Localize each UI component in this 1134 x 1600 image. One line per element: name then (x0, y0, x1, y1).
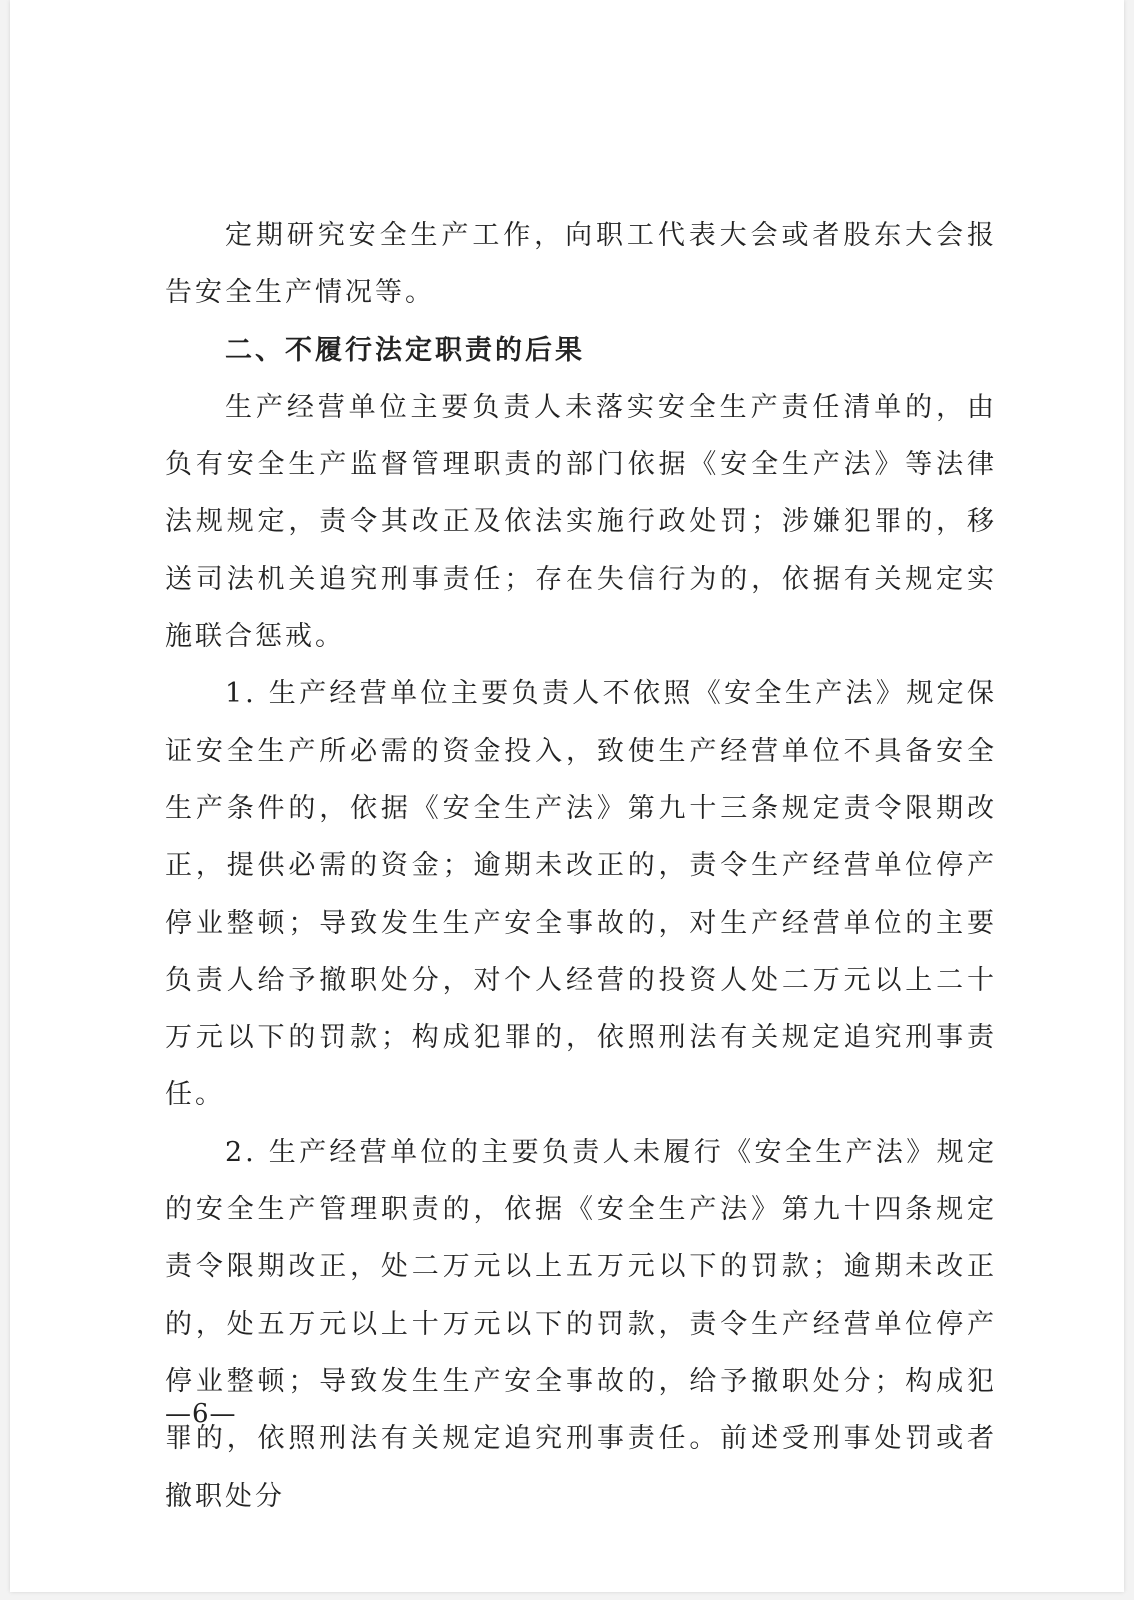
document-page (10, 0, 1124, 1592)
section-heading: 二、不履行法定职责的后果 (225, 334, 585, 366)
paragraph-item-2: 2. 生产经营单位的主要负责人未履行《安全生产法》规定的安全生产管理职责的，依据《安全生产法》第九十四条规定责令限期改正，处二万元以上五万元以下的罚款；逾期未改正的，处五万元以上十万元以下的罚款，责令生产经营单位停产停业整顿；导致发生生产安全事故的，给予撤职处分；构成犯罪的，依照刑法有关规定追究刑事责任。前述受刑事处罚或者撤职处分 (165, 1136, 997, 1512)
paragraph-item-1: 1. 生产经营单位主要负责人不依照《安全生产法》规定保证安全生产所必需的资金投入，致使生产经营单位不具备安全生产条件的，依据《安全生产法》第九十三条规定责令限期改正，提供必需的资金；逾期未改正的，责令生产经营单位停产停业整顿；导致发生生产安全事故的，对生产经营单位的主要负责人给予撤职处分，对个人经营的投资人处二万元以上二十万元以下的罚款；构成犯罪的，依照刑法有关规定追究刑事责任。 (165, 678, 997, 1111)
paragraph-continuation: 定期研究安全生产工作，向职工代表大会或者股东大会报告安全生产情况等。 (165, 220, 997, 309)
page-number: —6— (165, 1399, 237, 1429)
document-body (165, 207, 997, 1525)
paragraph-consequences: 生产经营单位主要负责人未落实安全生产责任清单的，由负有安全生产监督管理职责的部门依据《安全生产法》等法律法规规定，责令其改正及依法实施行政处罚；涉嫌犯罪的，移送司法机关追究刑事责任；存在失信行为的，依据有关规定实施联合惩戒。 (165, 391, 997, 653)
